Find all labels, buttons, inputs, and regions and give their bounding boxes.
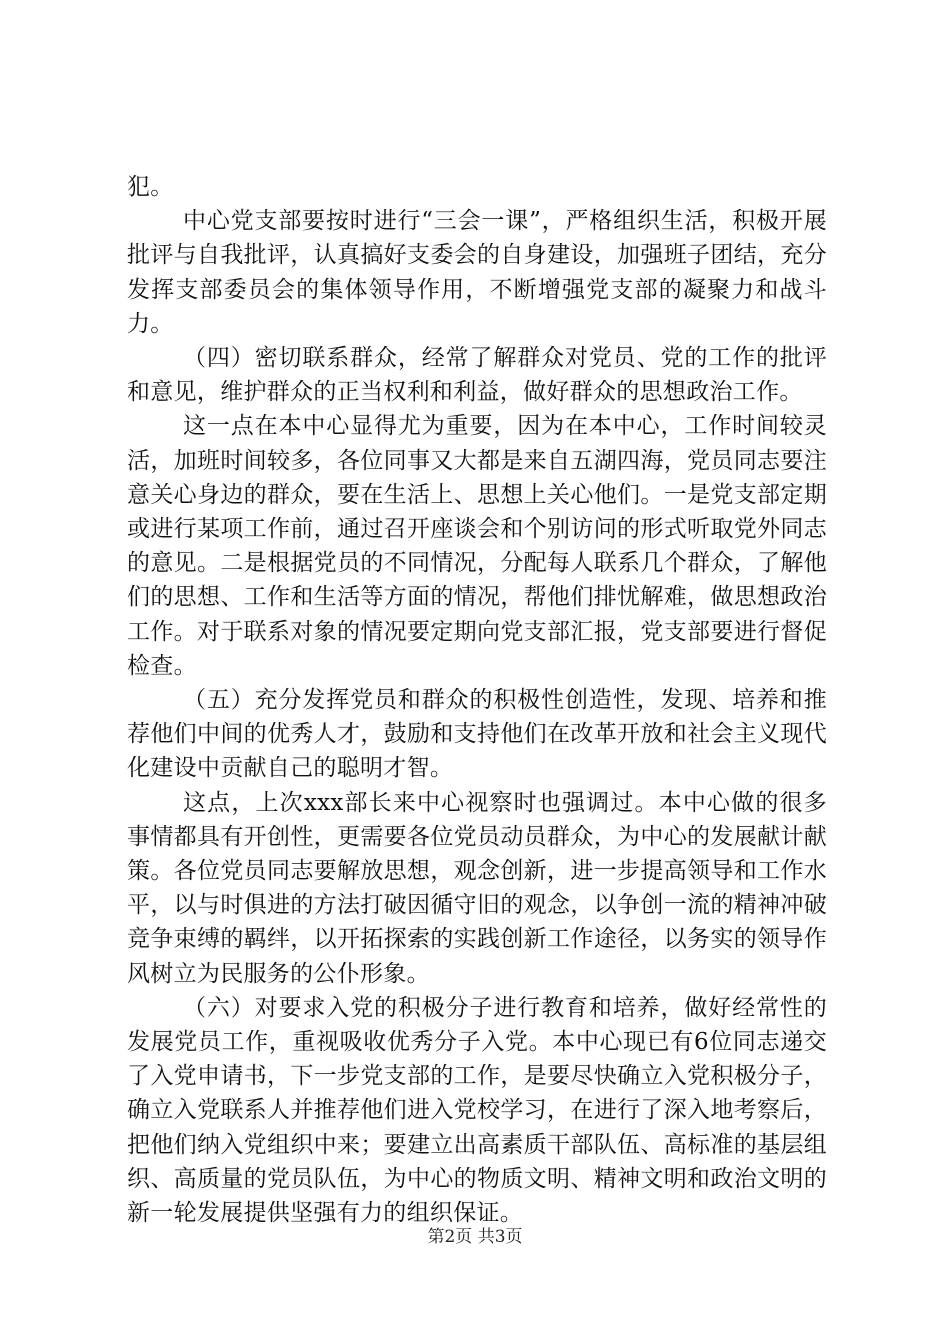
paragraph-innovation: 这点，上次xxx部长来中心视察时也强调过。本中心做的很多事情都具有开创性，更需要各位党员动员群众，为中心的发展献计献策。各位党员同志要解放思想，观念创新，进一步提高领导和工作水平，以与时俱进的方法打破因循守旧的观念，以争创一流的精神冲破竞争束缚的羁绊，以开拓探索的实践创新工作途径，以务实的领导作风树立为民服务的公仆形象。 <box>127 789 827 987</box>
paragraph-section-five-heading: （五）充分发挥党员和群众的积极性创造性，发现、培养和推荐他们中间的优秀人才，鼓励和支持他们在改革开放和社会主义现代化建设中贡献自己的聪明才智。 <box>127 687 827 782</box>
paragraph-branch-meetings: 中心党支部要按时进行“三会一课”，严格组织生活，积极开展批评与自我批评，认真搞好支委会的自身建设，加强班子团结，充分发挥支部委员会的集体领导作用，不断增强党支部的凝聚力和战斗力。 <box>127 208 827 337</box>
paragraph-section-six: （六）对要求入党的积极分子进行教育和培养，做好经常性的发展党员工作，重视吸收优秀分子入党。本中心现已有6位同志递交了入党申请书，下一步党支部的工作，是要尽快确立入党积极分子，确立入党联系人并推荐他们进入党校学习，在进行了深入地考察后，把他们纳入党组织中来；要建立出高素质干部队伍、高标准的基层组织、高质量的党员队伍，为中心的物质文明、精神文明和政治文明的新一轮发展提供坚强有力的组织保证。 <box>127 994 827 1227</box>
paragraph-section-four-heading: （四）密切联系群众，经常了解群众对党员、党的工作的批评和意见，维护群众的正当权利和利益，做好群众的思想政治工作。 <box>127 345 827 406</box>
paragraph-continuation: 犯。 <box>127 174 174 200</box>
page-number-footer: 第2页 共3页 <box>427 1227 523 1247</box>
document-body <box>127 170 827 1230</box>
paragraph-contact-masses: 这一点在本中心显得尤为重要，因为在本中心，工作时间较灵活，加班时间较多，各位同事又大都是来自五湖四海，党员同志要注意关心身边的群众，要在生活上、思想上关心他们。一是党支部定期或进行某项工作前，通过召开座谈会和个别访问的形式听取党外同志的意见。二是根据党员的不同情况，分配每人联系几个群众，了解他们的思想、工作和生活等方面的情况，帮他们排忧解难，做思想政治工作。对于联系对象的情况要定期向党支部汇报，党支部要进行督促检查。 <box>127 413 827 679</box>
